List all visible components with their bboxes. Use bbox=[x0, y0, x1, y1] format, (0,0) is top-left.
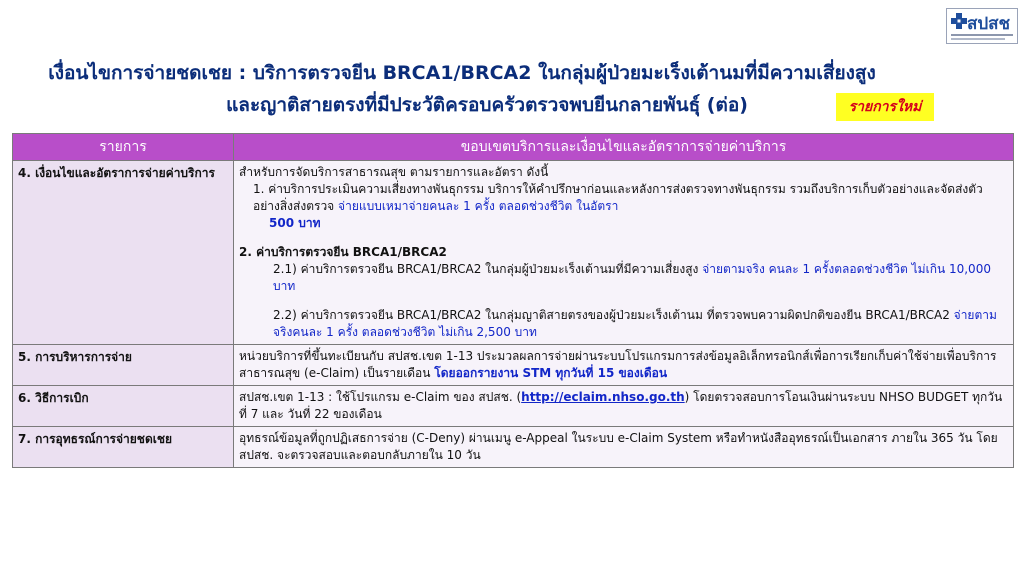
row-label: 5. การบริหารการจ่าย bbox=[13, 345, 234, 386]
header-scope: ขอบเขตบริการและเงื่อนไขและอัตราการจ่ายค่าบริการ bbox=[234, 134, 1014, 161]
header-item: รายการ bbox=[13, 134, 234, 161]
row-intro: สำหรับการจัดบริการสาธารณสุข ตามรายการและอัตรา ดังนี้ bbox=[239, 165, 549, 179]
item-2-2 bbox=[239, 307, 1008, 341]
logo-subtitle-line bbox=[951, 38, 1005, 40]
row-text-after: ) โดยตรวจสอบการโอนเงินผ่านระบบ NHSO BUDGET ทุกวันที่ 7 และ วันที่ 22 ของเดือน bbox=[239, 390, 1003, 421]
item-2-2-rate: จ่ายตามจริงคนละ 1 ครั้ง ตลอดช่วงชีวิต ไม่เกิน 2,500 บาท bbox=[273, 308, 997, 339]
row-content bbox=[234, 345, 1014, 386]
page-title: เงื่อนไขการจ่ายชดเชย : บริการตรวจยีน BRCA1/BRCA2 ในกลุ่มผู้ป่วยมะเร็งเต้านมที่มีความเสี่ยงสูง bbox=[48, 62, 876, 84]
item-2-1-text: 2.1) ค่าบริการตรวจยีน BRCA1/BRCA2 ในกลุ่มผู้ป่วยมะเร็งเต้านมที่มีความเสี่ยงสูง bbox=[273, 262, 699, 276]
item-2-heading: 2. ค่าบริการตรวจยีน BRCA1/BRCA2 bbox=[239, 245, 447, 259]
item-2-2-text: 2.2) ค่าบริการตรวจยีน BRCA1/BRCA2 ในกลุ่มญาติสายตรงของผู้ป่วยมะเร็งเต้านม ที่ตรวจพบความผิดปกติของยีน BRCA1/BRCA2 bbox=[273, 308, 950, 322]
row-label: 7. การอุทธรณ์การจ่ายชดเชย bbox=[13, 427, 234, 468]
table-header-row bbox=[13, 134, 1014, 161]
row-content bbox=[234, 386, 1014, 427]
item-2-1-rate: จ่ายตามจริง คนละ 1 ครั้งตลอดช่วงชีวิต ไม่เกิน 10,000 บาท bbox=[273, 262, 991, 293]
new-item-badge: รายการใหม่ bbox=[836, 93, 934, 121]
table-row bbox=[13, 345, 1014, 386]
page-subtitle: และญาติสายตรงที่มีประวัติครอบครัวตรวจพบยีนกลายพันธุ์ (ต่อ) bbox=[226, 94, 748, 116]
eclaim-link[interactable]: http://eclaim.nhso.go.th bbox=[521, 390, 685, 404]
nhso-logo bbox=[946, 8, 1018, 44]
row-content: อุทธรณ์ข้อมูลที่ถูกปฏิเสธการจ่าย (C-Deny) ผ่านเมนู e-Appeal ในระบบ e-Claim System หรือทำหนังสืออุทธรณ์เป็นเอกสาร ภายใน 365 วัน โดย สปสช. จะตรวจสอบและตอบกลับภายใน 10 วัน bbox=[234, 427, 1014, 468]
nhso-cross-icon bbox=[951, 13, 967, 29]
item-1 bbox=[239, 181, 1008, 215]
row-highlight: โดยออกรายงาน STM ทุกวันที่ 15 ของเดือน bbox=[434, 366, 668, 380]
logo-text: สปสช bbox=[967, 14, 1011, 34]
item-2-1 bbox=[239, 261, 1008, 295]
item-1-text: 1. ค่าบริการประเมินความเสี่ยงทางพันธุกรรม บริการให้คำปรึกษาก่อนและหลังการส่งตรวจทางพันธุกรรม รวมถึงบริการเก็บตัวอย่างและจัดส่งตัวอย่างสิ่งส่งตรวจ bbox=[253, 182, 983, 213]
table-row bbox=[13, 386, 1014, 427]
row-content bbox=[234, 161, 1014, 345]
row-text: สปสช.เขต 1-13 : ใช้โปรแกรม e-Claim ของ สปสช. ( bbox=[239, 390, 522, 404]
table-row bbox=[13, 427, 1014, 468]
item-1-rate: จ่ายแบบเหมาจ่ายคนละ 1 ครั้ง ตลอดช่วงชีวิต ในอัตรา bbox=[338, 199, 619, 213]
table-row bbox=[13, 161, 1014, 345]
row-text: หน่วยบริการที่ขึ้นทะเบียนกับ สปสช.เขต 1-13 ประมวลผลการจ่ายผ่านระบบโปรแกรมการส่งข้อมูลอิเล็กทรอนิกส์เพื่อการเรียกเก็บค่าใช้จ่ายเพื่อบริการสาธารณสุข (e-Claim) เป็นรายเดือน bbox=[239, 349, 997, 380]
row-label: 6. วิธีการเบิก bbox=[13, 386, 234, 427]
row-label: 4. เงื่อนไขและอัตราการจ่ายค่าบริการ bbox=[13, 161, 234, 345]
item-1-amount: 500 บาท bbox=[269, 216, 321, 230]
conditions-table bbox=[12, 133, 1014, 468]
logo-subtitle-line bbox=[951, 34, 1013, 36]
